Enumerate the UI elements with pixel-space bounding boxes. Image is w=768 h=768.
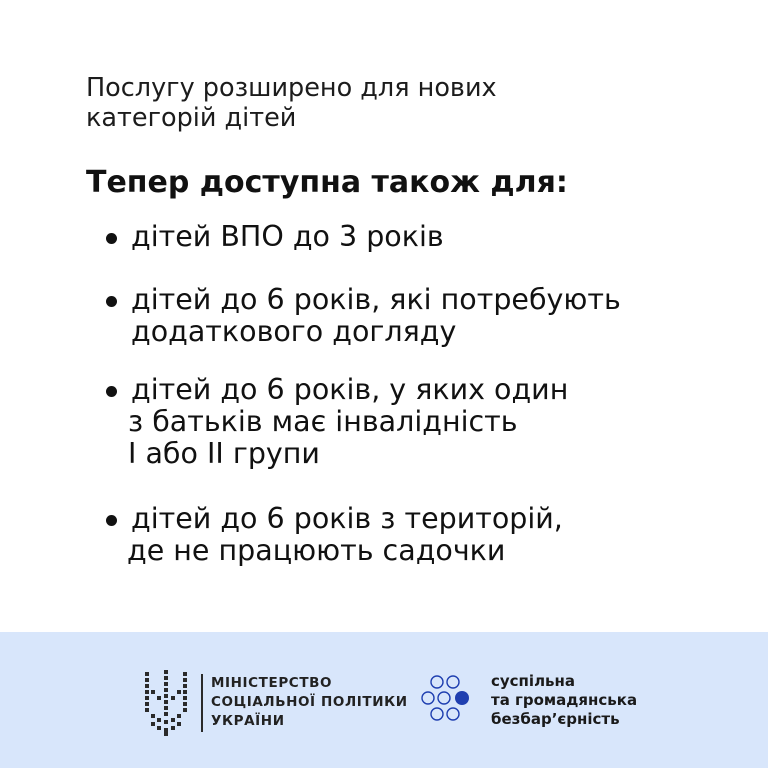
ministry-line-2: СОЦІАЛЬНОЇ ПОЛІТИКИ — [211, 694, 408, 710]
ministry-name — [211, 674, 408, 731]
list-item-line: дітей до 6 років з територій, — [131, 502, 563, 535]
list-item-line: I або II групи — [128, 437, 320, 470]
ministry-line-1: МІНІСТЕРСТВО — [211, 675, 333, 691]
footer — [0, 632, 768, 768]
list-item-line: дітей ВПО до 3 років — [131, 220, 444, 253]
list-item-line: з батьків має інвалідність — [128, 405, 518, 438]
trident-icon — [143, 670, 189, 736]
intro-line-2: категорій дітей — [86, 103, 297, 133]
intro-line-1: Послугу розширено для нових — [86, 73, 497, 103]
heading: Тепер доступна також для: — [86, 165, 568, 200]
list-item-line: додаткового догляду — [131, 315, 457, 348]
list-item-line: де не працюють садочки — [127, 534, 506, 567]
bullet-icon — [106, 515, 117, 526]
ministry-line-3: УКРАЇНИ — [211, 713, 285, 729]
list-item-line: дітей до 6 років, які потребують — [131, 283, 621, 316]
circles-logo-icon — [420, 675, 472, 721]
list-item-line: дітей до 6 років, у яких один — [131, 373, 569, 406]
bullet-icon — [106, 233, 117, 244]
accessibility-name — [491, 672, 637, 729]
accessibility-line-2: та громадянська — [491, 691, 638, 709]
intro-text — [86, 73, 497, 133]
bullet-icon — [106, 296, 117, 307]
divider — [201, 674, 203, 732]
bullet-icon — [106, 386, 117, 397]
accessibility-line-1: суспільна — [491, 672, 576, 690]
accessibility-line-3: безбар’єрність — [491, 710, 620, 728]
